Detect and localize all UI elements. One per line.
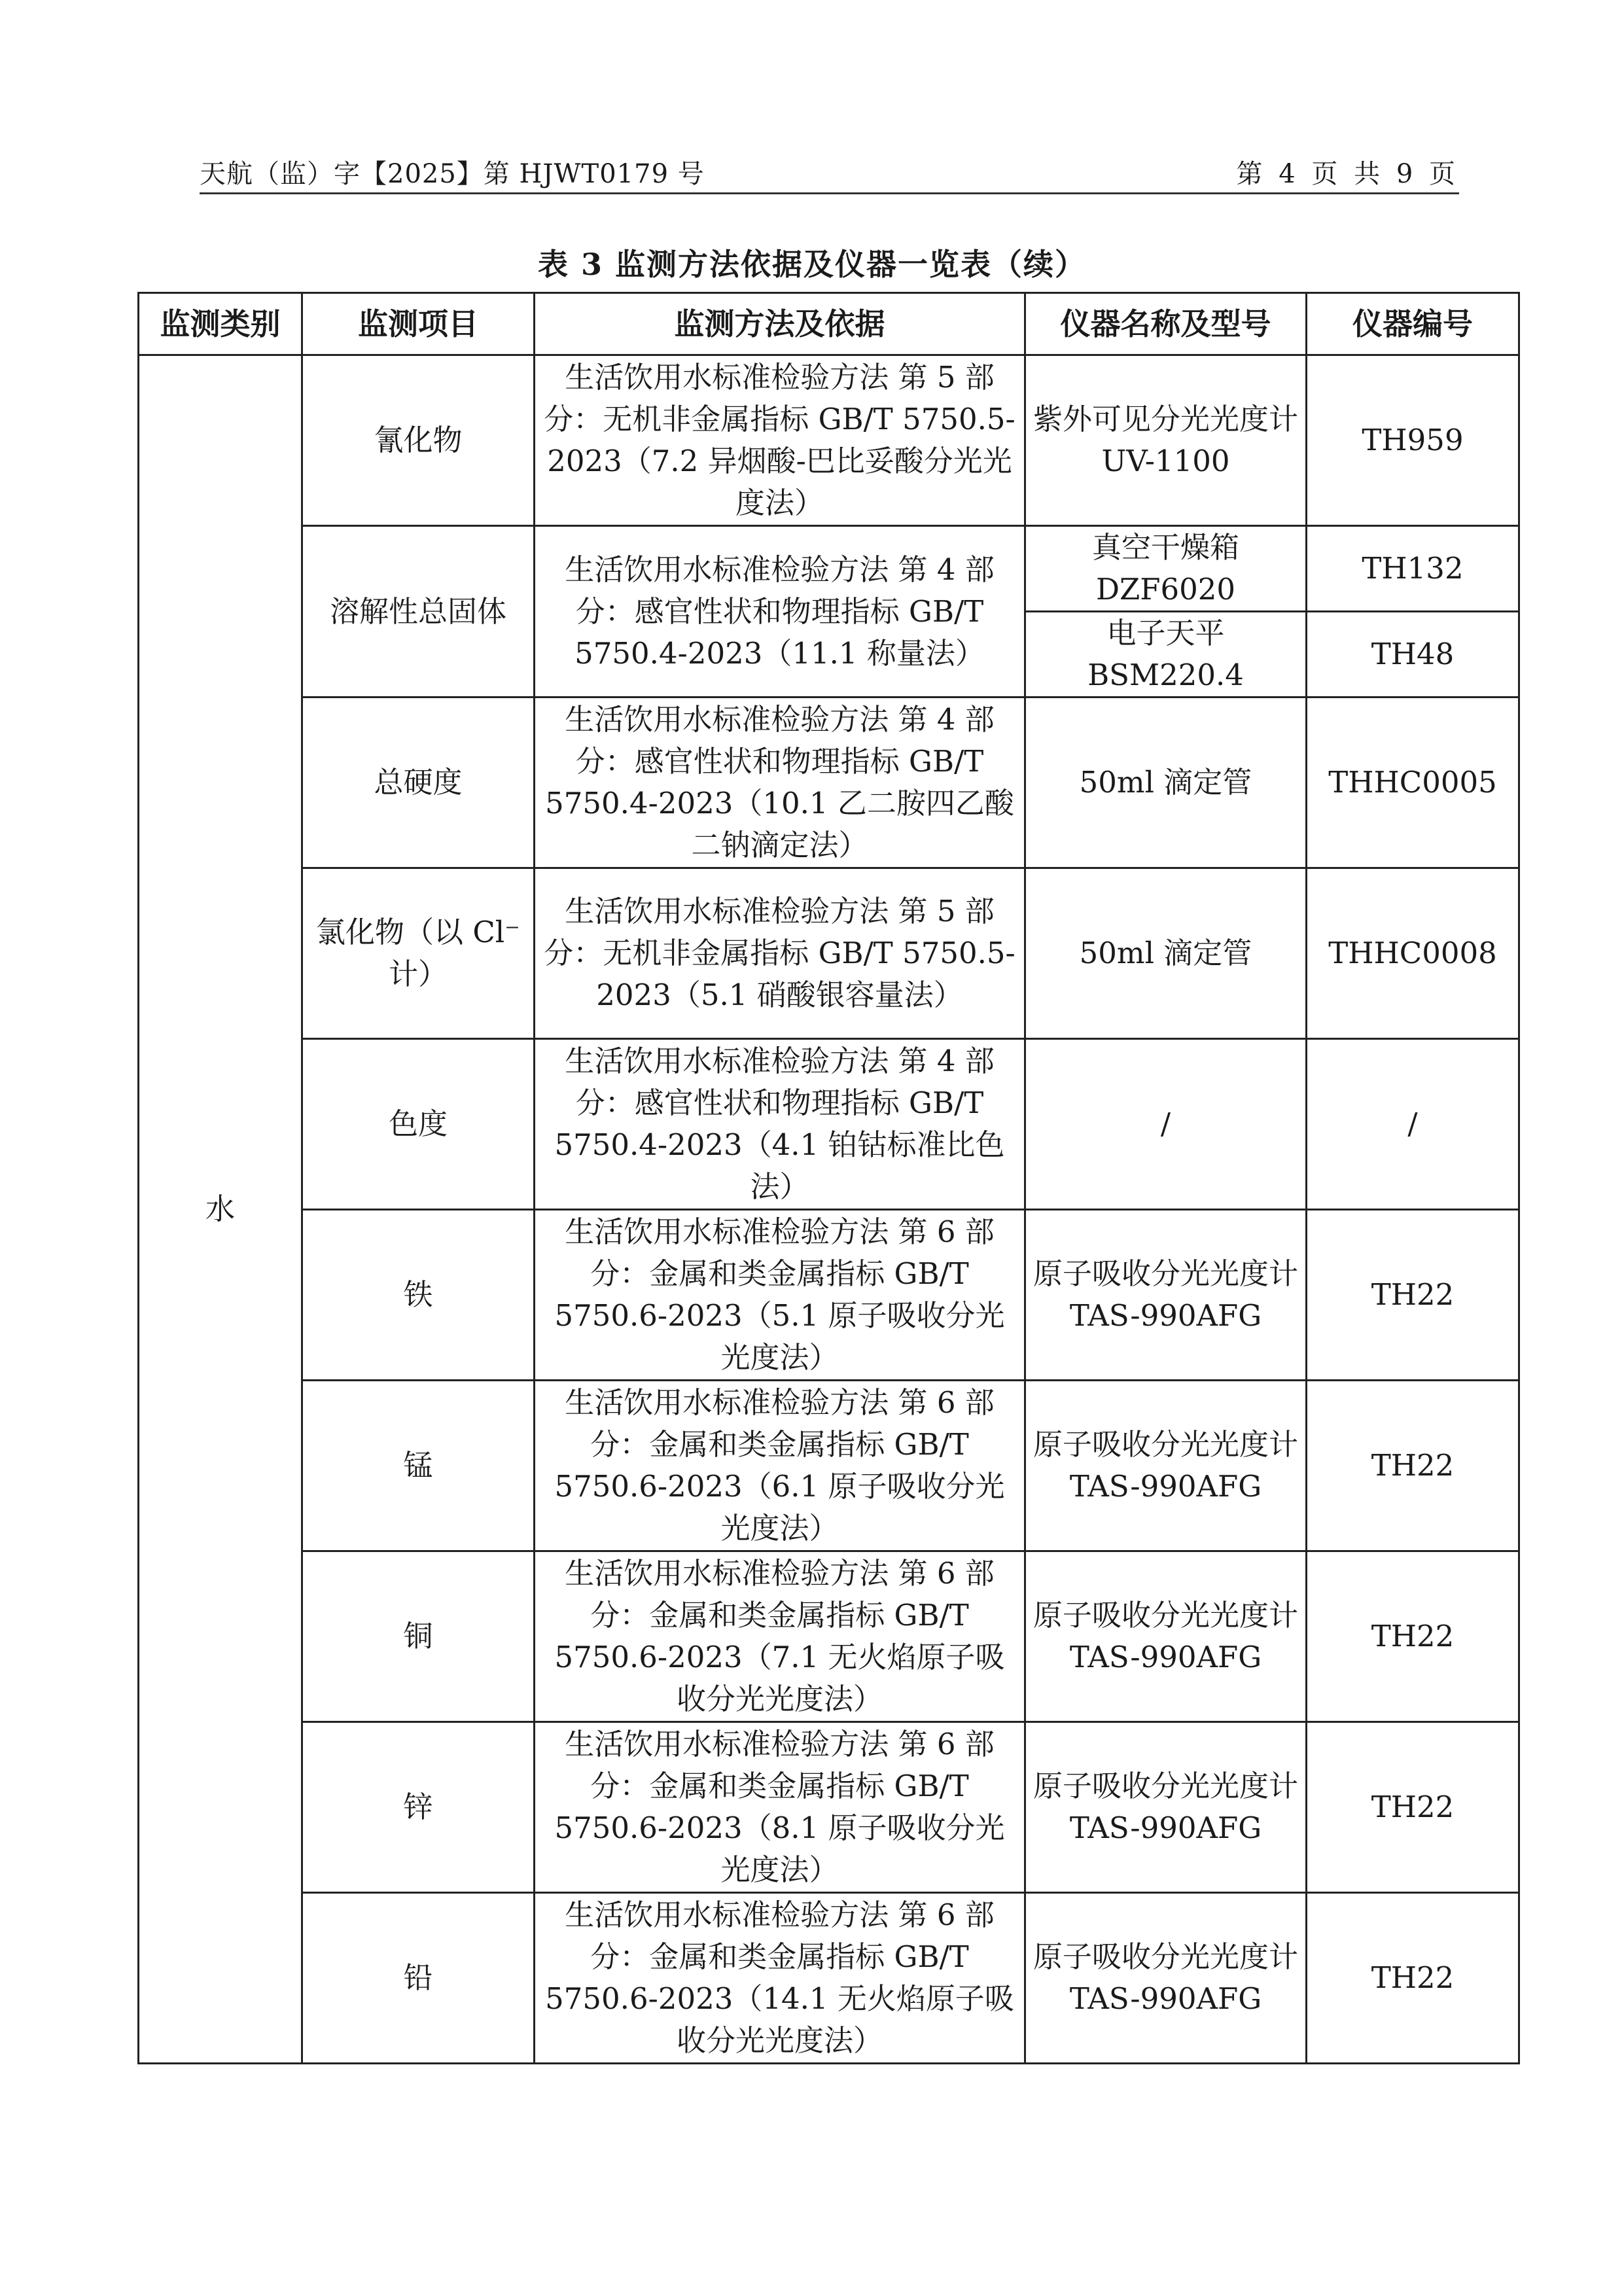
item-cell: 氰化物 [302,355,535,526]
page-number: 第 4 页 共 9 页 [1236,159,1459,189]
monitoring-methods-table [137,292,1520,2064]
item-cell: 铜 [302,1551,535,1722]
item-cell: 铅 [302,1893,535,2064]
instrument-cell: 原子吸收分光光度计 TAS-990AFG [1025,1381,1307,1551]
instrument-cell: 真空干燥箱 DZF6020 [1025,526,1307,612]
instrument-cell: 50ml 滴定管 [1025,868,1307,1039]
method-cell: 生活饮用水标准检验方法 第 6 部分：金属和类金属指标 GB/T 5750.6-2023（5.1 原子吸收分光光度法） [535,1210,1025,1381]
instrument-cell: / [1025,1039,1307,1210]
instrument-id-cell: TH22 [1307,1551,1519,1722]
item-cell: 溶解性总固体 [302,526,535,698]
item-cell: 氯化物（以 Cl⁻计） [302,868,535,1039]
method-cell: 生活饮用水标准检验方法 第 6 部分：金属和类金属指标 GB/T 5750.6-2023（6.1 原子吸收分光光度法） [535,1381,1025,1551]
instrument-id-cell: TH22 [1307,1210,1519,1381]
column-header-method: 监测方法及依据 [535,293,1025,355]
instrument-cell: 原子吸收分光光度计 TAS-990AFG [1025,1210,1307,1381]
item-cell: 锰 [302,1381,535,1551]
category-cell: 水 [139,355,302,2064]
column-header-instrument-id: 仪器编号 [1307,293,1519,355]
method-cell: 生活饮用水标准检验方法 第 5 部分：无机非金属指标 GB/T 5750.5-2023（7.2 异烟酸-巴比妥酸分光光度法） [535,355,1025,526]
method-cell: 生活饮用水标准检验方法 第 6 部分：金属和类金属指标 GB/T 5750.6-2023（8.1 原子吸收分光光度法） [535,1722,1025,1893]
instrument-cell: 紫外可见分光光度计 UV-1100 [1025,355,1307,526]
instrument-id-cell: / [1307,1039,1519,1210]
table-row [139,1551,1519,1722]
method-cell: 生活饮用水标准检验方法 第 6 部分：金属和类金属指标 GB/T 5750.6-2023（7.1 无火焰原子吸收分光光度法） [535,1551,1025,1722]
method-cell: 生活饮用水标准检验方法 第 6 部分：金属和类金属指标 GB/T 5750.6-2023（14.1 无火焰原子吸收分光光度法） [535,1893,1025,2064]
table-row [139,1893,1519,2064]
instrument-cell: 50ml 滴定管 [1025,698,1307,868]
instrument-id-cell: TH22 [1307,1722,1519,1893]
page-header [200,150,1459,194]
table-row [139,1722,1519,1893]
table-row [139,1039,1519,1210]
instrument-id-cell: TH22 [1307,1893,1519,2064]
item-cell: 锌 [302,1722,535,1893]
method-cell: 生活饮用水标准检验方法 第 4 部分：感官性状和物理指标 GB/T 5750.4-2023（11.1 称量法） [535,526,1025,698]
table-row [139,698,1519,868]
document-number: 天航（监）字【2025】第 HJWT0179 号 [200,159,705,189]
item-cell: 总硬度 [302,698,535,868]
instrument-id-cell: TH959 [1307,355,1519,526]
table-row [139,355,1519,526]
table-title: 表 3 监测方法依据及仪器一览表（续） [537,247,1087,282]
instrument-id-cell: THHC0005 [1307,698,1519,868]
item-cell: 色度 [302,1039,535,1210]
instrument-cell: 原子吸收分光光度计 TAS-990AFG [1025,1722,1307,1893]
instrument-cell: 原子吸收分光光度计 TAS-990AFG [1025,1551,1307,1722]
column-header-category: 监测类别 [139,293,302,355]
method-cell: 生活饮用水标准检验方法 第 4 部分：感官性状和物理指标 GB/T 5750.4-2023（4.1 铂钴标准比色法） [535,1039,1025,1210]
instrument-id-cell: TH132 [1307,526,1519,612]
table-row [139,1210,1519,1381]
method-cell: 生活饮用水标准检验方法 第 4 部分：感官性状和物理指标 GB/T 5750.4-2023（10.1 乙二胺四乙酸二钠滴定法） [535,698,1025,868]
instrument-cell: 原子吸收分光光度计 TAS-990AFG [1025,1893,1307,2064]
table-row [139,526,1519,612]
instrument-id-cell: THHC0008 [1307,868,1519,1039]
table-header-row [139,293,1519,355]
instrument-id-cell: TH22 [1307,1381,1519,1551]
method-cell: 生活饮用水标准检验方法 第 5 部分：无机非金属指标 GB/T 5750.5-2023（5.1 硝酸银容量法） [535,868,1025,1039]
table-row [139,868,1519,1039]
instrument-id-cell: TH48 [1307,612,1519,698]
item-cell: 铁 [302,1210,535,1381]
column-header-item: 监测项目 [302,293,535,355]
instrument-cell: 电子天平 BSM220.4 [1025,612,1307,698]
column-header-instrument: 仪器名称及型号 [1025,293,1307,355]
table-row [139,1381,1519,1551]
